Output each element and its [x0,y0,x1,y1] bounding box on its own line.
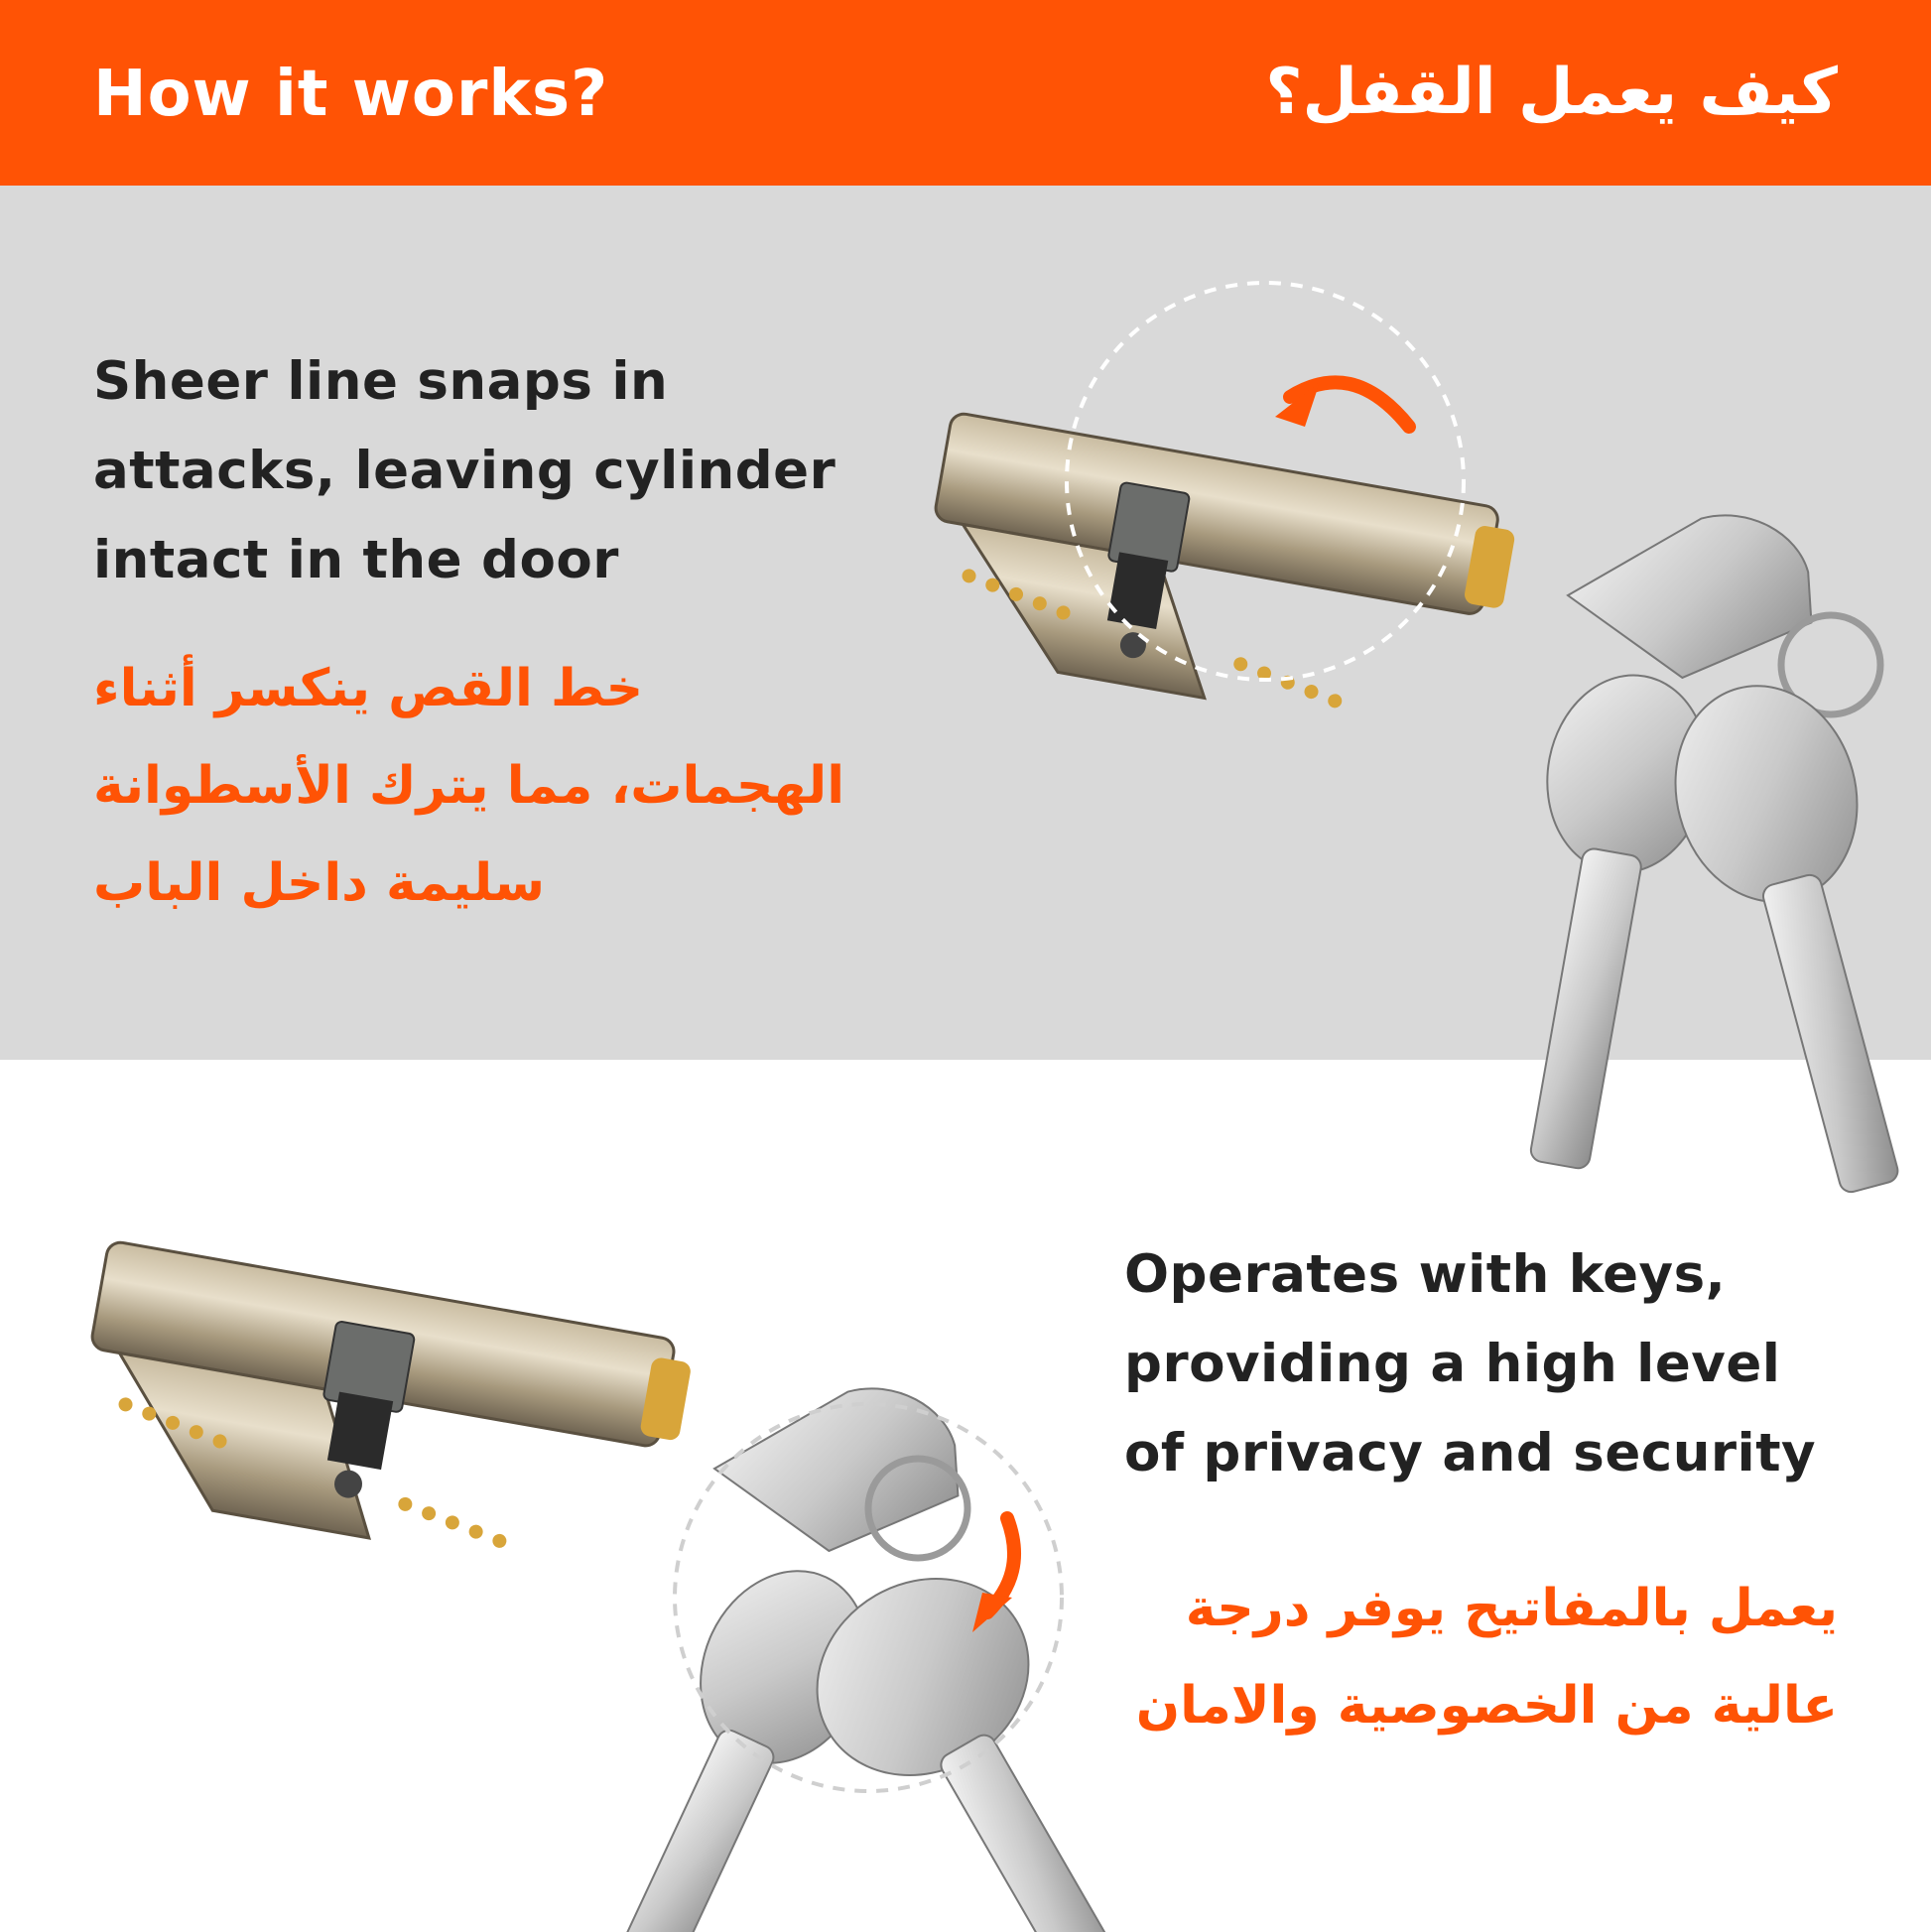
text-line: of privacy and security [1124,1423,1817,1483]
text-line: Sheer line snaps in [93,351,669,412]
text-line: خط القص ينكسر أثناء [93,659,644,718]
text-line: عالية من الخصوصية والامان [1135,1676,1838,1736]
header-title-ar: كيف يعمل القفل؟ [1265,56,1838,129]
text-line: providing a high level [1124,1334,1781,1394]
text-line: intact in the door [93,530,619,590]
text-line: سليمة داخل الباب [93,853,545,913]
text-line: يعمل بالمفاتيح يوفر درجة [1185,1579,1838,1638]
lock-cylinder-with-keys-image [911,283,1931,1210]
header-title-en: How it works? [93,58,609,131]
lock-cylinder-with-keys-image [66,1240,1207,1932]
text-line: attacks, leaving cylinder [93,441,837,501]
text-line: الهجمات، مما يترك الأسطوانة [93,756,845,816]
text-line: Operates with keys, [1124,1244,1727,1305]
